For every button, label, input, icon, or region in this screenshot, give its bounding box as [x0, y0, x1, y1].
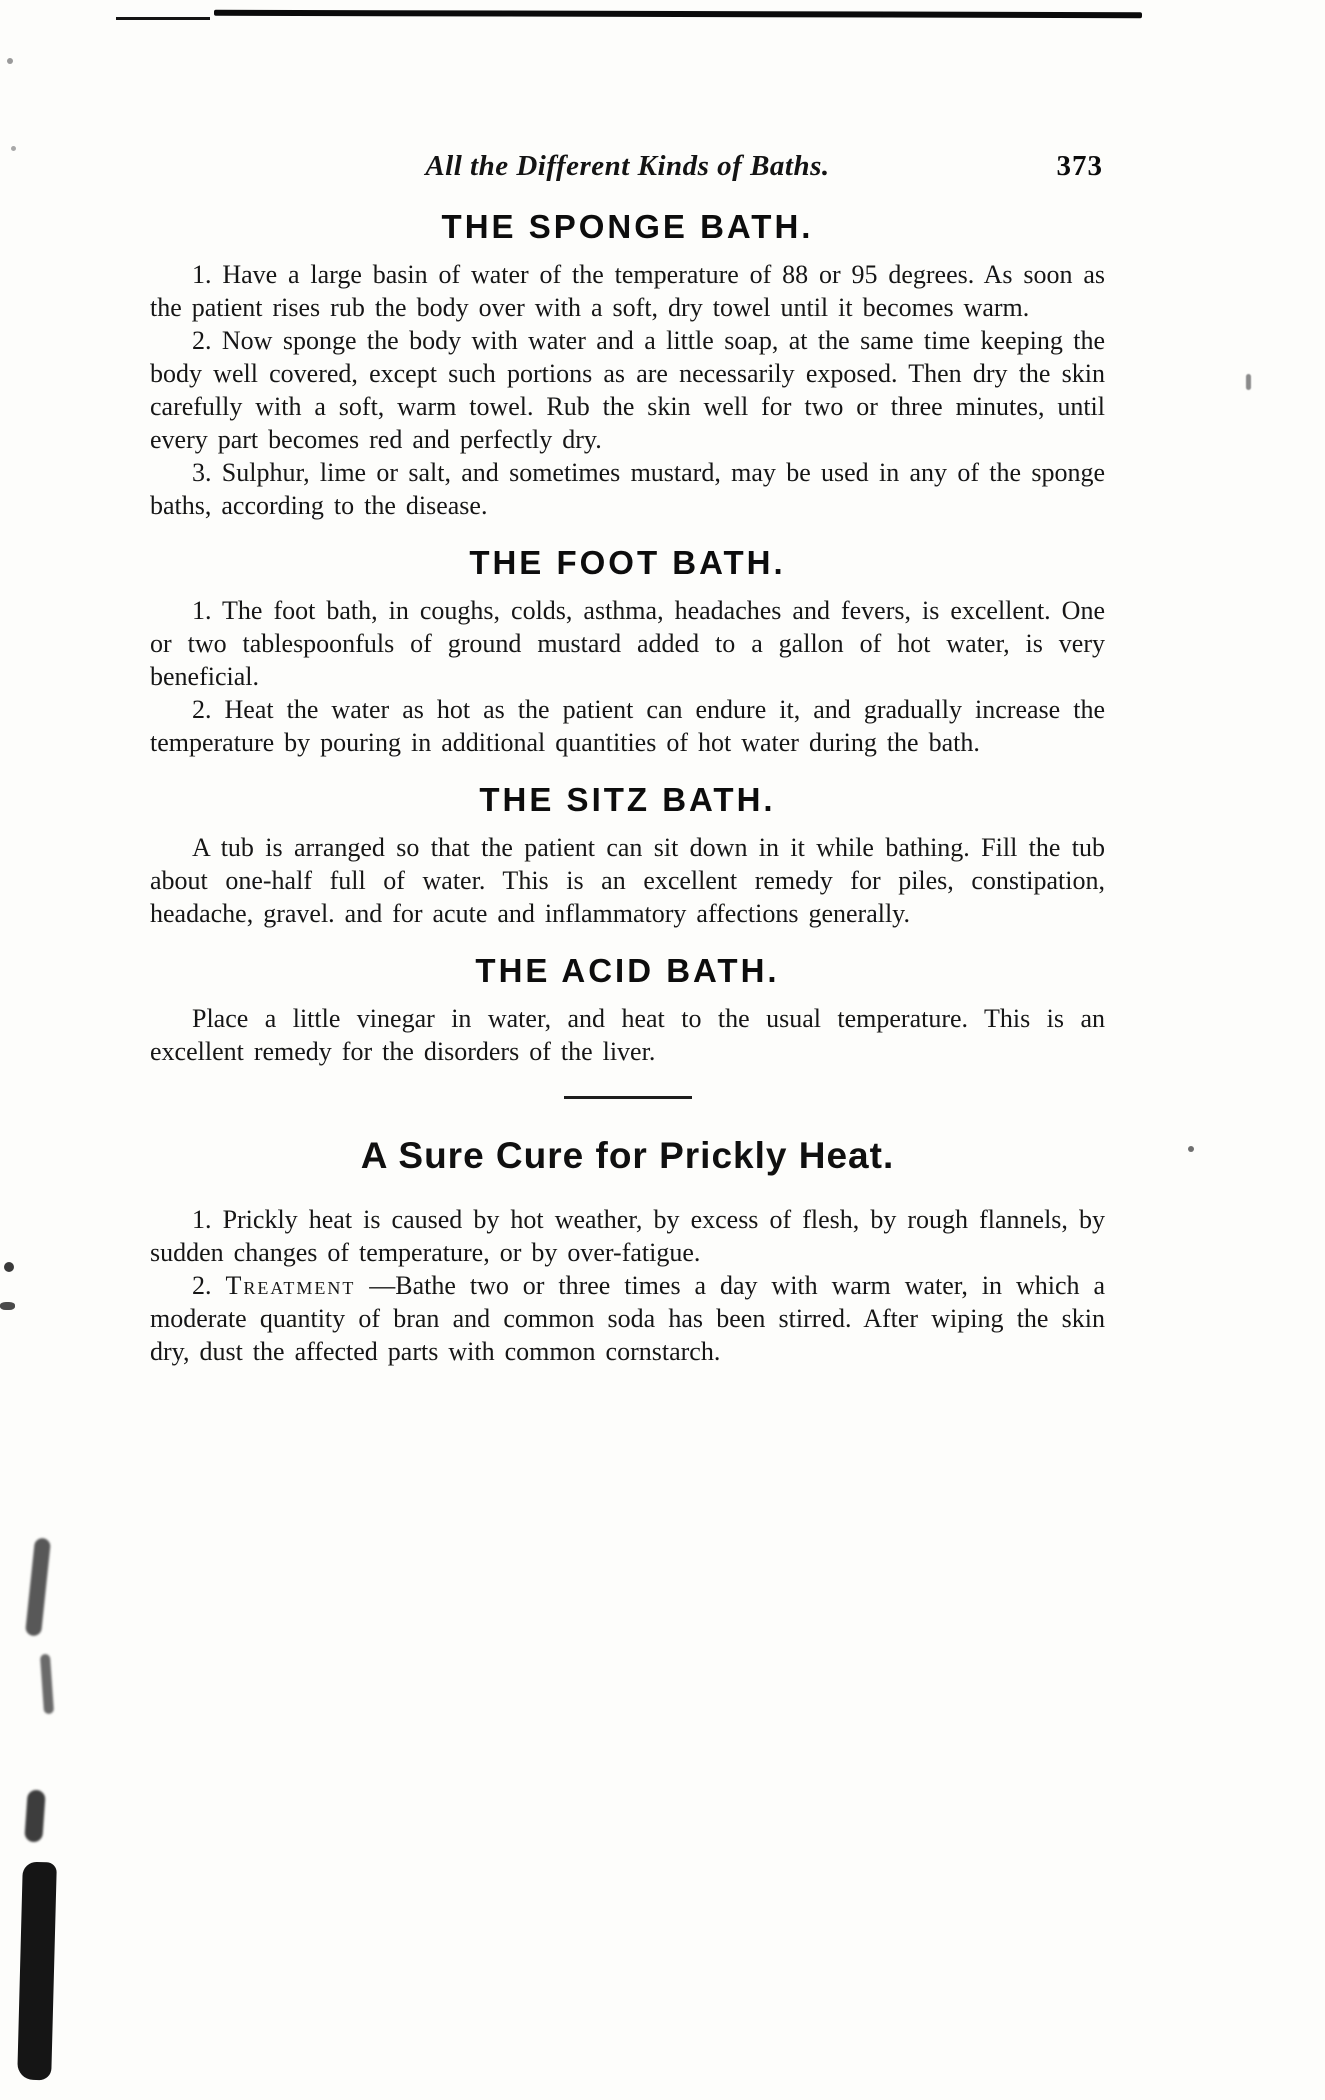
paragraph-sponge-3: 3. Sulphur, lime or salt, and sometimes mustard, may be used in any of the sponge baths, according to the disease. [150, 458, 1105, 520]
scan-ink-blob [17, 1862, 57, 2081]
section-heading-sponge-bath: THE SPONGE BATH. [441, 208, 814, 245]
heading-sure-cure-prickly-heat: A Sure Cure for Prickly Heat. [360, 1135, 895, 1176]
paragraph-sponge-1: 1. Have a large basin of water of the temperature of 88 or 95 degrees. As soon as the patient rises rub the body over with a soft, dry towel until it becomes warm. [150, 260, 1105, 322]
section-heading-sitz-bath: THE SITZ BATH. [479, 781, 776, 818]
page-content [150, 150, 1105, 1368]
scan-top-line-thin [116, 17, 210, 20]
scan-ink-streak [25, 1537, 51, 1636]
scan-ink-streak [40, 1654, 54, 1715]
paragraph-sponge-2: 2. Now sponge the body with water and a little soap, at the same time keeping the body well covered, except such portions as are necessarily exposed. Then dry the skin carefully with a soft, warm towel. Rub the skin well for two or three minutes, until every part becomes red and perfectly dry. [150, 326, 1105, 454]
section-divider-rule [564, 1096, 692, 1099]
section-heading-foot-bath: THE FOOT BATH. [469, 544, 786, 581]
paragraph-acid-1: Place a little vinegar in water, and heat to the usual temperature. This is an excellent remedy for the disorders of the liver. [150, 1004, 1105, 1066]
scan-top-line [214, 10, 1142, 18]
section-heading-acid-bath: THE ACID BATH. [475, 952, 780, 989]
paragraph-foot-2: 2. Heat the water as hot as the patient can endure it, and gradually increase the temperature by pouring in additional quantities of hot water during the bath. [150, 695, 1105, 757]
paragraph-foot-1: 1. The foot bath, in coughs, colds, asthma, headaches and fevers, is excellent. One or two tablespoonfuls of ground mustard added to a gallon of hot water, is very beneficial. [150, 596, 1105, 691]
scan-ink-dot [0, 1302, 15, 1310]
paragraph-prickly-2-number: 2. [192, 1271, 226, 1300]
paragraph-prickly-2-rest: —Bathe two or three times a day with warm water, in which a moderate quantity of bran and common soda has been stirred. After wiping the skin dry, dust the affected parts with common cornstarch. [150, 1271, 1105, 1366]
scan-speck [1246, 374, 1251, 390]
running-head-title: All the Different Kinds of Baths. [425, 150, 830, 182]
running-head [150, 150, 1105, 194]
paragraph-sitz-1: A tub is arranged so that the patient can sit down in it while bathing. Fill the tub about one-half full of water. This is an excellent remedy for piles, constipation, headache, gravel. and for acute and inflammatory affections generally. [150, 833, 1105, 928]
page-number: 373 [1056, 150, 1103, 182]
scan-ink-smudge [24, 1789, 46, 1842]
paragraph-prickly-1: 1. Prickly heat is caused by hot weather, by excess of flesh, by rough flannels, by sudden changes of temperature, or by over-fatigue. [150, 1205, 1105, 1267]
treatment-smallcaps-label: Treatment [225, 1271, 356, 1300]
scan-speck [11, 146, 16, 151]
scan-speck [1188, 1146, 1194, 1152]
paragraph-prickly-2 [150, 1269, 1105, 1368]
scan-speck [7, 58, 13, 64]
scan-ink-dot [4, 1262, 14, 1272]
